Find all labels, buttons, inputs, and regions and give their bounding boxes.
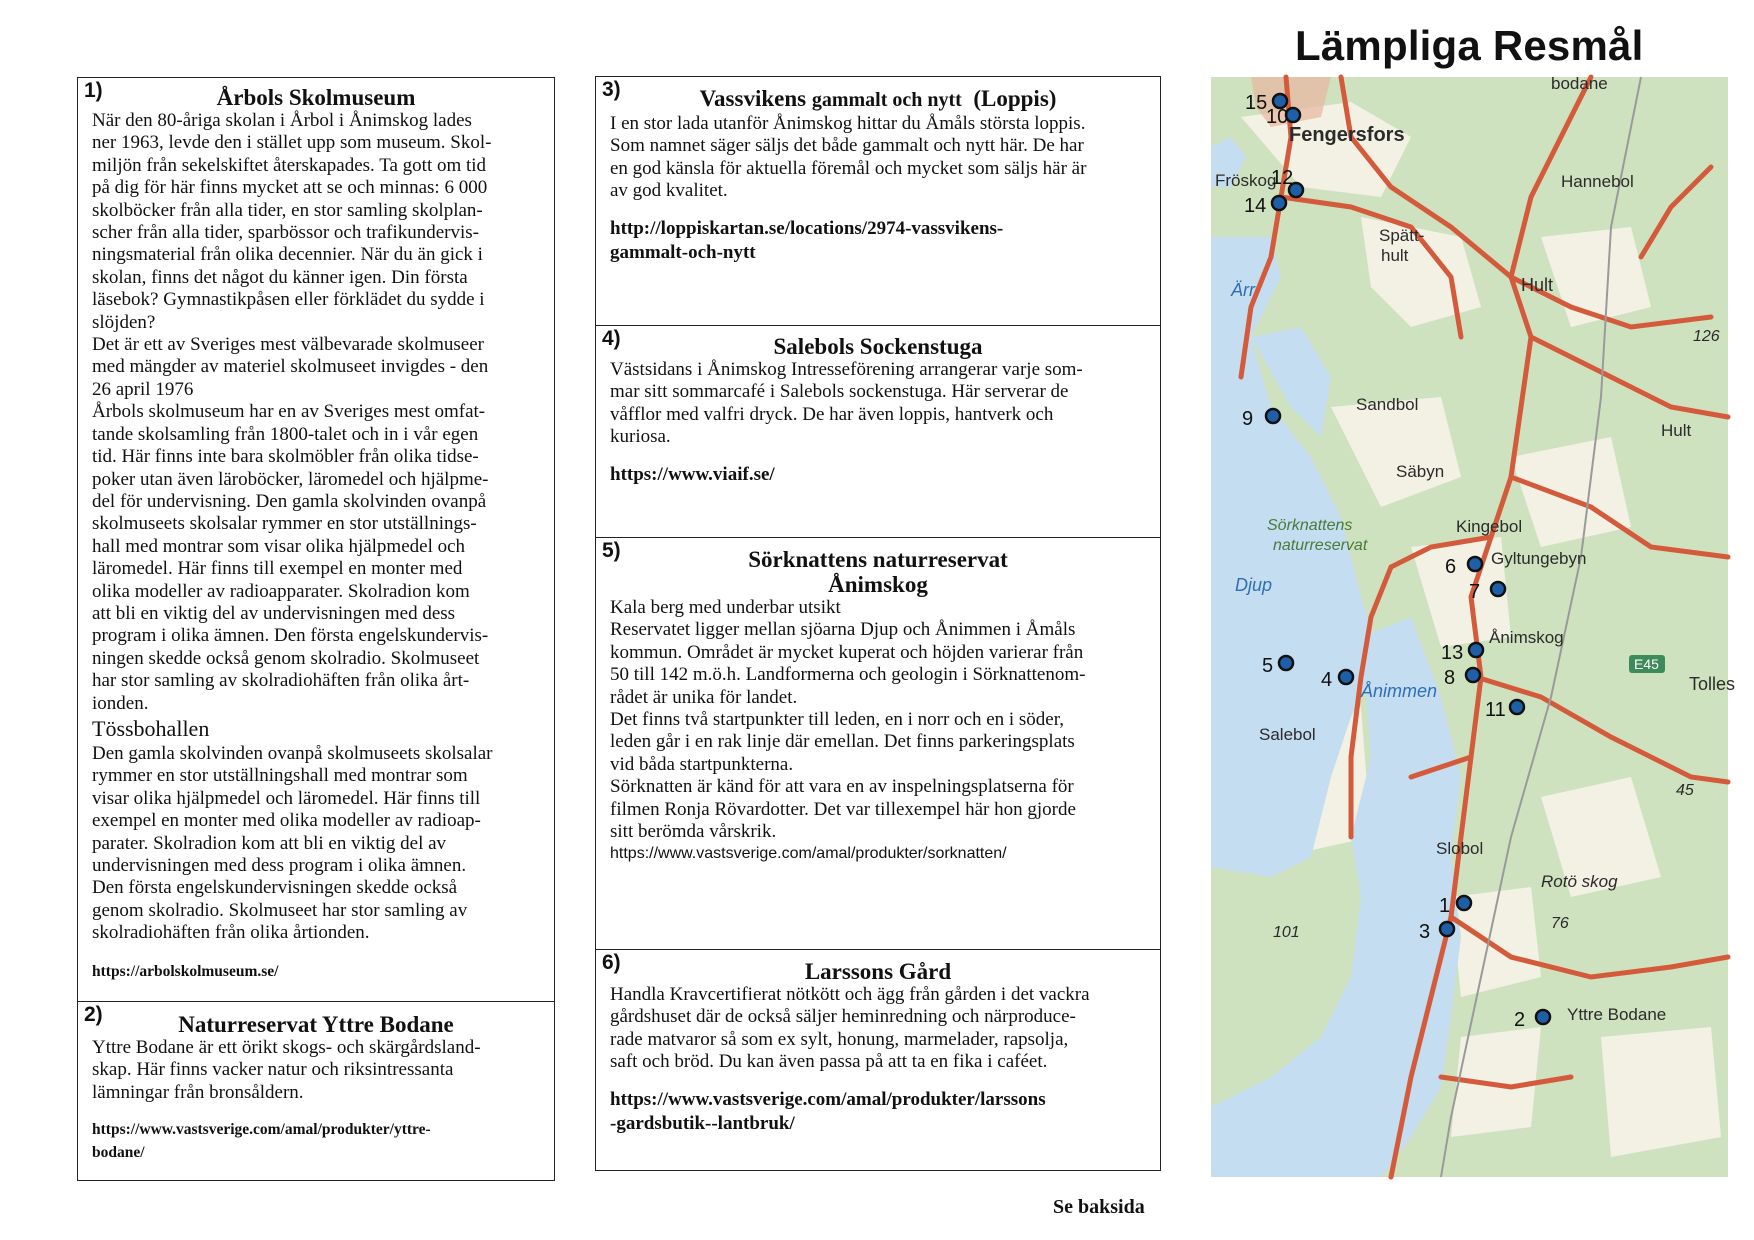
box-text: Yttre Bodane är ett örikt skogs- och skärgårdsland- skap. Här finns vacker natur och riksintressanta lämningar från bronsåldern. https://www.vastsverige.com/amal/produkter/yttre- bodane/: [78, 1037, 554, 1164]
box-link[interactable]: https://www.vastsverige.com/amal/produkter/larssons -gardsbutik--lantbruk/: [610, 1088, 1046, 1134]
place-label: Yttre Bodane: [1567, 1005, 1667, 1024]
svg-text:5: 5: [1262, 655, 1274, 677]
place-label: Ånimskog: [1489, 628, 1564, 647]
place-label: Sandbol: [1356, 395, 1419, 414]
place-label: Rotö skog: [1541, 872, 1618, 891]
svg-text:4: 4: [1321, 669, 1333, 691]
box-title: Salebols Sockenstuga: [773, 334, 983, 359]
box-title: Årbols Skolmuseum: [216, 85, 416, 110]
place-label: Salebol: [1259, 725, 1316, 744]
place-label: Slobol: [1436, 839, 1484, 858]
box-text: I en stor lada utanför Ånimskog hittar du Åmåls största loppis. Som namnet säger säljs det både gammalt och nytt här. De har en god känsla för aktuella föremål och mycket som säljs här är av god kvalitet. http://loppiskartan.se/locations/2974-vassvikens- gammalt-och-nytt: [596, 113, 1160, 265]
svg-text:12: 12: [1271, 167, 1294, 189]
box-vassvikens-loppis: [595, 76, 1161, 326]
svg-text:8: 8: [1444, 667, 1456, 689]
svg-text:7: 7: [1469, 581, 1481, 603]
box-number: 4): [602, 327, 621, 350]
place-label: Djup: [1235, 575, 1273, 595]
svg-text:15: 15: [1245, 92, 1268, 114]
box-number: 6): [602, 951, 621, 974]
svg-text:11: 11: [1485, 699, 1506, 721]
page-title: Lämpliga Resmål: [1295, 22, 1644, 69]
box-subtitle: Tössbohallen: [92, 715, 210, 741]
place-label: 76: [1551, 915, 1569, 932]
box-link[interactable]: https://www.vastsverige.com/amal/produkter/sorknatten/: [610, 845, 1007, 863]
svg-text:10: 10: [1266, 106, 1289, 128]
box-link[interactable]: https://www.vastsverige.com/amal/produkter/yttre- bodane/: [92, 1121, 431, 1162]
box-link[interactable]: https://www.viaif.se/: [610, 463, 775, 485]
box-title: Vassvikens gammalt och nytt (Loppis): [699, 86, 1057, 111]
box-yttre-bodane: [77, 1001, 555, 1181]
svg-text:14: 14: [1244, 195, 1267, 217]
box-arbols-skolmuseum: [77, 77, 555, 1002]
box-link[interactable]: http://loppiskartan.se/locations/2974-vassvikens- gammalt-och-nytt: [610, 217, 1004, 263]
svg-text:1: 1: [1439, 895, 1451, 917]
svg-text:13: 13: [1441, 642, 1464, 664]
svg-text:9: 9: [1242, 408, 1254, 430]
place-label: Fengersfors: [1289, 124, 1405, 146]
place-label: Tolles: [1689, 674, 1736, 694]
place-label: Säbyn: [1396, 462, 1445, 481]
place-label: Hannebol: [1561, 172, 1634, 191]
place-label: Ärr: [1231, 280, 1255, 300]
box-larssons-gard: [595, 949, 1161, 1171]
svg-text:2: 2: [1514, 1009, 1526, 1031]
place-label: Hult: [1661, 421, 1692, 440]
place-label: Kingebol: [1456, 517, 1523, 536]
box-sorknattens-naturreservat: [595, 537, 1161, 950]
place-label: Ånimmen: [1361, 681, 1438, 701]
svg-text:6: 6: [1445, 556, 1457, 578]
place-label: E45: [1634, 656, 1659, 672]
place-label: hult: [1381, 246, 1409, 265]
box-number: 5): [602, 539, 621, 562]
place-label: 101: [1273, 924, 1300, 941]
box-text: Handla Kravcertifierat nötkött och ägg från gården i det vackra gårdshuset där de också säljer heminredning och närproduce- rade matvaror så som ex sylt, honung, marmelader, rapsolja, saft och bröd. Du kan även passa på att ta en fika i caféet. https://www.vastsverige.com/amal/produkter/larssons -gardsbutik--lantbruk/: [596, 984, 1160, 1136]
svg-text:3: 3: [1419, 921, 1431, 943]
map: [1211, 74, 1736, 1177]
place-label: Gyltungebyn: [1491, 549, 1587, 568]
place-label: Sörknattens: [1267, 517, 1353, 534]
box-number: 2): [84, 1003, 103, 1026]
place-label: Fröskog: [1215, 171, 1277, 190]
place-label: naturreservat: [1273, 537, 1368, 554]
box-number: 3): [602, 78, 621, 101]
box-title: Sörknattens naturreservat Ånimskog: [748, 547, 1008, 597]
footer-note: Se baksida: [1053, 1196, 1145, 1218]
box-title: Naturreservat Yttre Bodane: [178, 1012, 454, 1037]
box-text: Kala berg med underbar utsikt Reservatet ligger mellan sjöarna Djup och Ånimmen i Åmåls kommun. Området är mycket kuperat och höjden varierar från 50 till 142 m.ö.h. Landformerna och geologin i Sörknattenom- rådet är unika för landet. Det finns två startpunkter till leden, en i norr och en i söder, leden går i en rak linje där emellan. Det finns parkeringsplats vid båda startpunkterna. Sörknatten är känd för att vara en av inspelningsplatserna för filmen Ronja Rövardotter. Det var tillexempel här hon gjorde sitt berömda vårskrik. https://www.vastsverige.com/amal/produkter/sorknatten/: [596, 597, 1160, 865]
place-label: Hult: [1521, 275, 1554, 295]
box-salebols-sockenstuga: [595, 325, 1161, 538]
box-text: Västsidans i Ånimskog Intresseförening arrangerar varje som- mar sitt sommarcafé i Salebols sockenstuga. Här serverar de våfflor med valfri dryck. De har även loppis, hantverk och kuriosa. https://www.viaif.se/: [596, 359, 1160, 487]
box-text: När den 80-åriga skolan i Årbol i Ånimskog lades ner 1963, levde den i stället upp som museum. Skol- miljön från sekelskiftet återskapades. Ta gott om tid på dig för här finns mycket att se och minnas: 6 000 skolböcker från alla tider, en stor samling skolplan- scher från alla tider, sparbössor och trafikundervis- ningsmaterial från olika decennier. När du än gick i skolan, finns det något du känner igen. Din första läsebok? Gymnastikpåsen eller förklädet du sydde i slöjden? Det är ett av Sveriges mest välbevarade skolmuseer med mängder av materiel skolmuseet invigdes - den 26 april 1976 Årbols skolmuseum har en av Sveriges mest omfat- tande skolsamling från 1800-talet och in i vår egen tid. Här finns inte bara skolmöbler från olika tidse- poker utan även läroböcker, läromedel och hjälpme- del för undervisning. Den gamla skolvinden ovanpå skolmuseets skolsalar rymmer en stor utställnings- hall med montrar som visar olika hjälpmedel och läromedel. Här finns till exempel en monter med olika modeller av radioapparater. Skolradion kom att bli en viktig del av undervisningen med dess program i olika ämnen. Den första engelskundervis- ningen skedde också genom skolradio. Skolmuseet har stor samling av skolradiohäften från olika årt- ionden. Tössbohallen Den gamla skolvinden ovanpå skolmuseets skolsalar rymmer en stor utställningshall med montrar som visar olika hjälpmedel och läromedel. Här finns till exempel en monter med olika modeller av radioap- parater. Skolradion kom att bli en viktig del av undervisningen med dess program i olika ämnen. Den första engelskundervisningen skedde också genom skolradio. Skolmuseet har stor samling av skolradiohäften från olika årtionden. https://arbolskolmuseum.se/: [78, 110, 554, 983]
place-label: bodane: [1551, 74, 1608, 93]
box-link[interactable]: https://arbolskolmuseum.se/: [92, 962, 279, 980]
place-label: Spätt-: [1379, 226, 1425, 245]
place-label: 45: [1676, 782, 1694, 799]
box-number: 1): [84, 79, 103, 102]
place-label: 126: [1693, 328, 1720, 345]
box-title: Larssons Gård: [804, 959, 952, 984]
